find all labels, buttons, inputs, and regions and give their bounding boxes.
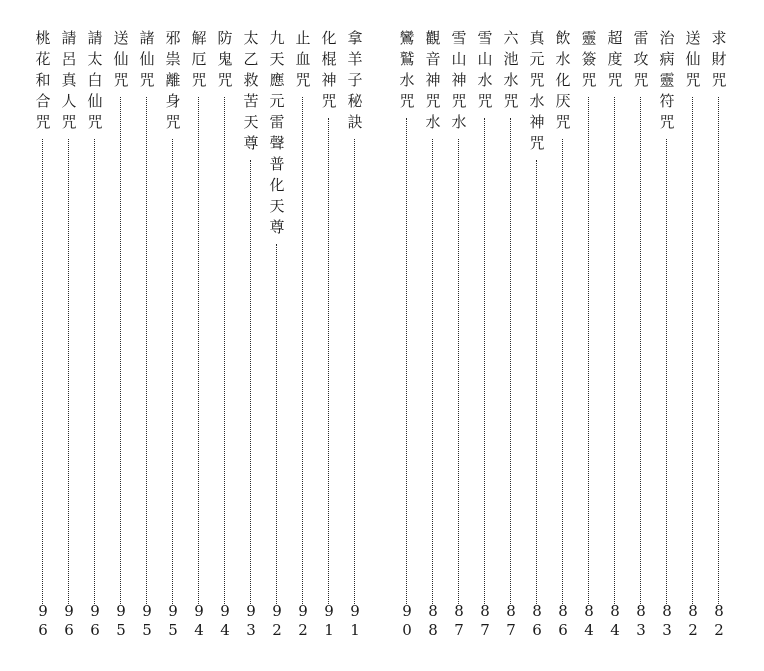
toc-entry-page-number: 8 6 [532, 602, 542, 639]
toc-entry-page-number: 8 4 [584, 602, 594, 639]
toc-entry[interactable] [682, 28, 704, 640]
dot-leader [666, 139, 667, 604]
toc-entry-title: 雪 山 水 咒 [477, 29, 493, 110]
dot-leader [302, 97, 303, 604]
toc-entry-title: 諸 仙 咒 [139, 29, 155, 89]
toc-entry-title: 九 天 應 元 雷 聲 普 化 天 尊 [269, 29, 285, 236]
dot-leader [172, 139, 173, 604]
toc-entry-title: 請 太 白 仙 咒 [87, 29, 103, 131]
toc-entry-title: 桃 花 和 合 咒 [35, 29, 51, 131]
toc-entry-title: 求 財 咒 [711, 29, 727, 89]
toc-entry-title: 鸞 鷲 水 咒 [399, 29, 415, 110]
toc-entry-title: 太 乙 救 苦 天 尊 [243, 29, 259, 152]
toc-entry[interactable] [630, 28, 652, 640]
toc-entry[interactable] [604, 28, 626, 640]
toc-entry-title: 超 度 咒 [607, 29, 623, 89]
toc-entry[interactable] [58, 28, 80, 640]
dot-leader [276, 244, 277, 604]
dot-leader [432, 139, 433, 604]
toc-entry-page-number: 8 3 [662, 602, 672, 639]
toc-entry[interactable] [292, 28, 314, 640]
toc-entry-title: 邪 祟 離 身 咒 [165, 29, 181, 131]
dot-leader [614, 97, 615, 604]
dot-leader [692, 97, 693, 604]
toc-entry-page-number: 9 6 [38, 602, 48, 639]
toc-entry[interactable] [162, 28, 184, 640]
toc-entry-title: 靈 簽 咒 [581, 29, 597, 89]
toc-entry-page-number: 9 4 [194, 602, 204, 639]
toc-entry-page-number: 9 2 [298, 602, 308, 639]
toc-entry-page-number: 9 5 [142, 602, 152, 639]
toc-entry-page-number: 9 0 [402, 602, 412, 639]
toc-entry-page-number: 8 6 [558, 602, 568, 639]
toc-entry-page-number: 9 4 [220, 602, 230, 639]
toc-entry[interactable] [110, 28, 132, 640]
toc-entry-title: 防 鬼 咒 [217, 29, 233, 89]
toc-entry[interactable] [32, 28, 54, 640]
toc-entry-title: 雷 攻 咒 [633, 29, 649, 89]
toc-entry-page-number: 8 7 [480, 602, 490, 639]
toc-entry-page-number: 8 7 [506, 602, 516, 639]
toc-entry-page-number: 9 3 [246, 602, 256, 639]
toc-entry-title: 解 厄 咒 [191, 29, 207, 89]
toc-entry-page-number: 9 1 [350, 602, 360, 639]
toc-entry-page-number: 9 5 [116, 602, 126, 639]
dot-leader [536, 160, 537, 604]
toc-entry[interactable] [396, 28, 418, 640]
toc-entry[interactable] [266, 28, 288, 640]
toc-entry-title: 請 呂 真 人 咒 [61, 29, 77, 131]
dot-leader [224, 97, 225, 604]
toc-entry-title: 化 棍 神 咒 [321, 29, 337, 110]
toc-entry-page-number: 8 8 [428, 602, 438, 639]
toc-entry[interactable] [578, 28, 600, 640]
toc-entry-title: 雪 山 神 咒 水 [451, 29, 467, 131]
toc-entry[interactable] [422, 28, 444, 640]
toc-entry-title: 飲 水 化 厌 咒 [555, 29, 571, 131]
dot-leader [120, 97, 121, 604]
toc-entry-page-number: 8 2 [714, 602, 724, 639]
toc-entry-title: 拿 羊 子 秘 訣 [347, 29, 363, 131]
toc-entry[interactable] [474, 28, 496, 640]
dot-leader [588, 97, 589, 604]
toc-entry[interactable] [500, 28, 522, 640]
toc-entry[interactable] [448, 28, 470, 640]
dot-leader [198, 97, 199, 604]
toc-entry-title: 止 血 咒 [295, 29, 311, 89]
toc-entry[interactable] [526, 28, 548, 640]
toc-entry-page-number: 8 2 [688, 602, 698, 639]
toc-entry-title: 送 仙 咒 [685, 29, 701, 89]
toc-entry-title: 六 池 水 咒 [503, 29, 519, 110]
dot-leader [68, 139, 69, 604]
toc-entry[interactable] [84, 28, 106, 640]
toc-entry[interactable] [656, 28, 678, 640]
dot-leader [354, 139, 355, 604]
toc-entry-page-number: 9 1 [324, 602, 334, 639]
toc-entry-page-number: 9 5 [168, 602, 178, 639]
toc-entry-page-number: 8 7 [454, 602, 464, 639]
toc-entry-title: 送 仙 咒 [113, 29, 129, 89]
toc-entry-title: 真 元 咒 水 神 咒 [529, 29, 545, 152]
toc-entry-page-number: 9 6 [64, 602, 74, 639]
dot-leader [250, 160, 251, 604]
toc-entry-page-number: 8 3 [636, 602, 646, 639]
dot-leader [146, 97, 147, 604]
toc-entry[interactable] [188, 28, 210, 640]
toc-entry[interactable] [136, 28, 158, 640]
dot-leader [718, 97, 719, 604]
dot-leader [94, 139, 95, 604]
toc-entry[interactable] [318, 28, 340, 640]
dot-leader [458, 139, 459, 604]
toc-entry[interactable] [552, 28, 574, 640]
dot-leader [640, 97, 641, 604]
dot-leader [510, 118, 511, 604]
toc-entry-page-number: 9 2 [272, 602, 282, 639]
dot-leader [484, 118, 485, 604]
toc-entry[interactable] [344, 28, 366, 640]
toc-entry-page-number: 9 6 [90, 602, 100, 639]
toc-entry-title: 觀 音 神 咒 水 [425, 29, 441, 131]
toc-entry-title: 治 病 靈 符 咒 [659, 29, 675, 131]
dot-leader [42, 139, 43, 604]
dot-leader [328, 118, 329, 604]
toc-entry[interactable] [240, 28, 262, 640]
toc-entry[interactable] [214, 28, 236, 640]
toc-entry[interactable] [708, 28, 730, 640]
dot-leader [562, 139, 563, 604]
dot-leader [406, 118, 407, 604]
toc-entry-page-number: 8 4 [610, 602, 620, 639]
